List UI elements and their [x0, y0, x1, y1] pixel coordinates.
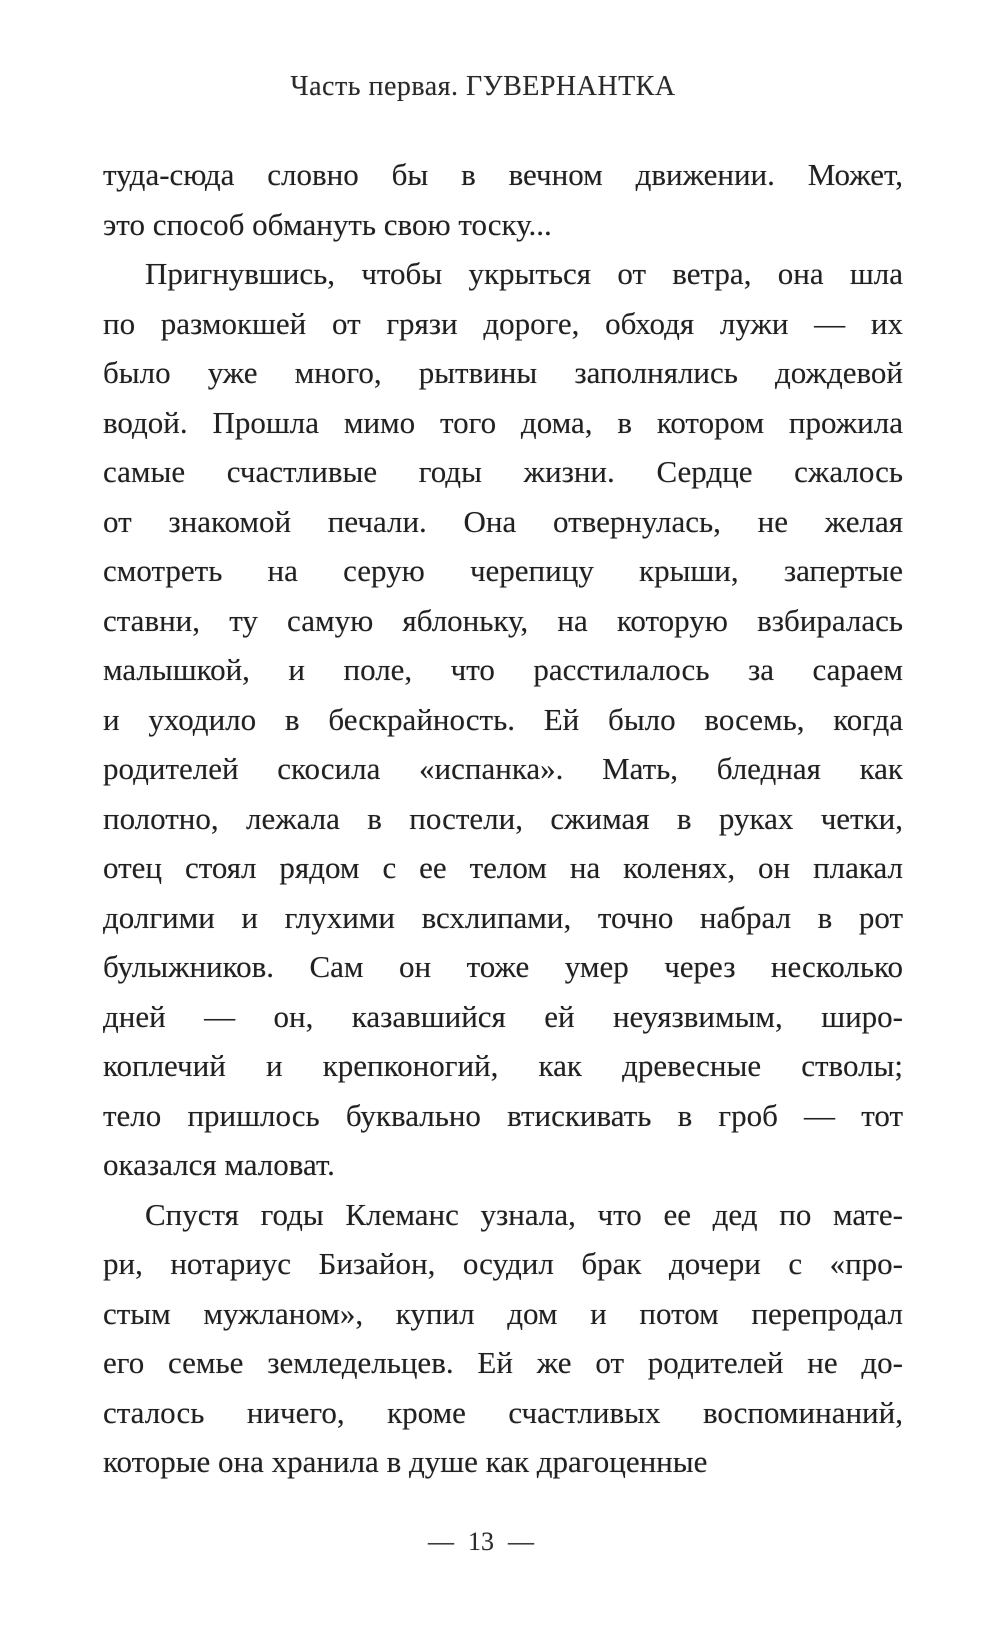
text-line: ставни, ту самую яблоньку, на которую взбиралась: [103, 602, 903, 638]
footer-dash-left: —: [428, 1526, 454, 1556]
text-line: родителей скосила «испанка». Мать, бледная как: [103, 751, 903, 786]
text-line: дней — он, казавшийся ей неуязвимым, широ-: [103, 998, 903, 1034]
text-line: было уже много, рытвины заполнялись дождевой: [103, 355, 903, 390]
text-line: самые счастливые годы жизни. Сердце сжалось: [103, 454, 903, 489]
text-line: малышкой, и поле, что расстилалось за сараем: [103, 652, 903, 687]
text-line: от знакомой печали. Она отвернулась, не желая: [103, 503, 903, 539]
text-line: стым мужланом», купил дом и потом перепродал: [103, 1295, 903, 1331]
text-line: тело пришлось буквально втискивать в гроб — тот: [103, 1097, 903, 1133]
text-line: Пригнувшись, чтобы укрыться от ветра, она шла: [145, 256, 903, 291]
page-number: 13: [468, 1526, 494, 1556]
text-line: и уходило в бескрайность. Ей было восемь, когда: [103, 701, 903, 737]
text-line: полотно, лежала в постели, сжимая в руках четки,: [103, 800, 903, 836]
text-line: которые она хранила в душе как драгоценные: [103, 1444, 708, 1479]
page-footer: [81, 1527, 881, 1557]
text-line: ри, нотариус Бизайон, осудил брак дочери с «про-: [103, 1246, 903, 1281]
text-line: сталось ничего, кроме счастливых воспоминаний,: [103, 1394, 903, 1430]
text-line: долгими и глухими всхлипами, точно набрал в рот: [103, 899, 903, 935]
text-line: булыжников. Сам он тоже умер через несколько: [103, 949, 903, 984]
text-line: по размокшей от грязи дороге, обходя лужи — их: [103, 305, 903, 341]
text-line: оказался маловат.: [103, 1147, 335, 1182]
text-line: отец стоял рядом с ее телом на коленях, он плакал: [103, 850, 903, 885]
text-line: коплечий и крепконогий, как древесные стволы;: [103, 1048, 903, 1083]
body-text: [103, 150, 903, 1487]
text-line: его семье земледельцев. Ей же от родителей не до-: [103, 1345, 903, 1380]
text-line: Спустя годы Клеманс узнала, что ее дед по мате-: [145, 1196, 903, 1232]
text-line: водой. Прошла мимо того дома, в котором прожила: [103, 404, 903, 440]
text-line: это способ обмануть свою тоску...: [103, 206, 552, 242]
part-title-header: Часть первая. ГУВЕРНАНТКА: [290, 71, 676, 102]
text-line: смотреть на серую черепицу крыши, запертые: [103, 553, 903, 588]
footer-dash-right: —: [508, 1526, 534, 1556]
text-line: туда-сюда словно бы в вечном движении. Может,: [103, 157, 903, 192]
